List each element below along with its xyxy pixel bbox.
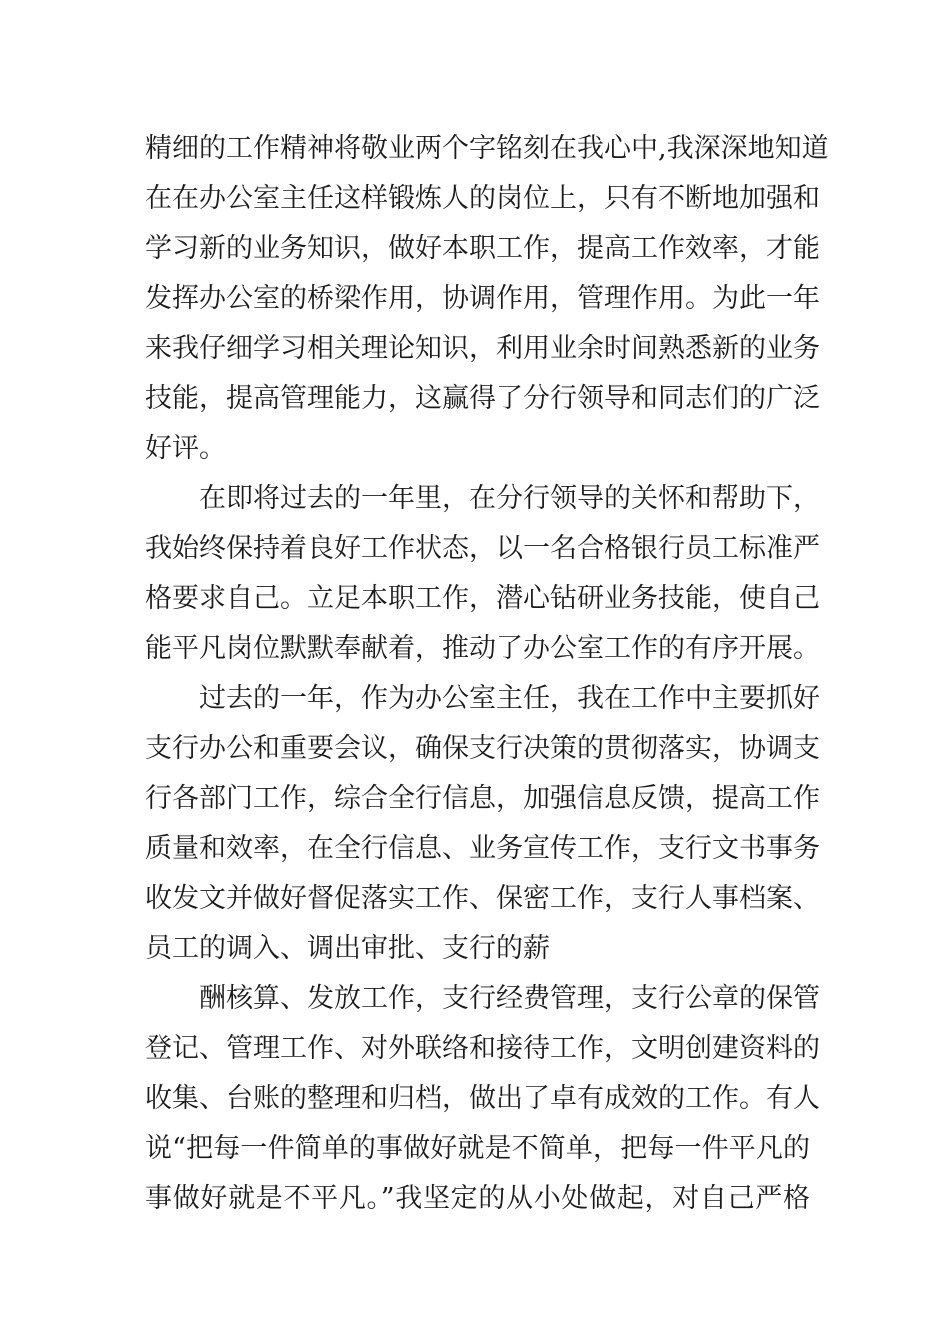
paragraph-first-line: 在即将过去的一年里，在分行领导的关怀和帮助下， (199, 483, 820, 514)
text-line: 登记、管理工作、对外联络和接待工作，文明创建资料的 (145, 1033, 820, 1064)
paragraph-first-line: 过去的一年，作为办公室主任，我在工作中主要抓好 (199, 683, 820, 714)
text-line: 我始终保持着良好工作状态，以一名合格银行员工标准严 (145, 533, 820, 564)
text-line: 好评。 (145, 433, 226, 464)
text-line: 精细的工作精神将敬业两个字铭刻在我心中,我深深地知道 (145, 133, 829, 164)
paragraph-first-line: 酬核算、发放工作，支行经费管理，支行公章的保管 (199, 983, 820, 1014)
text-line: 支行办公和重要会议，确保支行决策的贯彻落实，协调支 (145, 733, 820, 764)
text-line: 来我仔细学习相关理论知识，利用业余时间熟悉新的业务 (145, 333, 820, 364)
text-line: 能平凡岗位默默奉献着，推动了办公室工作的有序开展。 (145, 633, 820, 664)
text-line: 在在办公室主任这样锻炼人的岗位上，只有不断地加强和 (145, 183, 820, 214)
text-line: 格要求自己。立足本职工作，潜心钻研业务技能，使自己 (145, 583, 820, 614)
text-line: 说“把每一件简单的事做好就是不简单，把每一件平凡的 (145, 1133, 810, 1164)
text-line: 员工的调入、调出审批、支行的薪 (145, 933, 550, 964)
text-line: 质量和效率，在全行信息、业务宣传工作，支行文书事务 (145, 833, 820, 864)
text-line: 学习新的业务知识，做好本职工作，提高工作效率，才能 (145, 233, 820, 264)
text-line: 技能，提高管理能力，这赢得了分行领导和同志们的广泛 (145, 383, 820, 414)
text-line: 发挥办公室的桥梁作用，协调作用，管理作用。为此一年 (145, 283, 820, 314)
text-line: 收发文并做好督促落实工作、保密工作，支行人事档案、 (145, 883, 820, 914)
text-line: 行各部门工作，综合全行信息，加强信息反馈，提高工作 (145, 783, 820, 814)
text-line: 收集、台账的整理和归档，做出了卓有成效的工作。有人 (145, 1083, 820, 1114)
text-line: 事做好就是不平凡。”我坚定的从小处做起，对自己严格 (145, 1183, 810, 1214)
